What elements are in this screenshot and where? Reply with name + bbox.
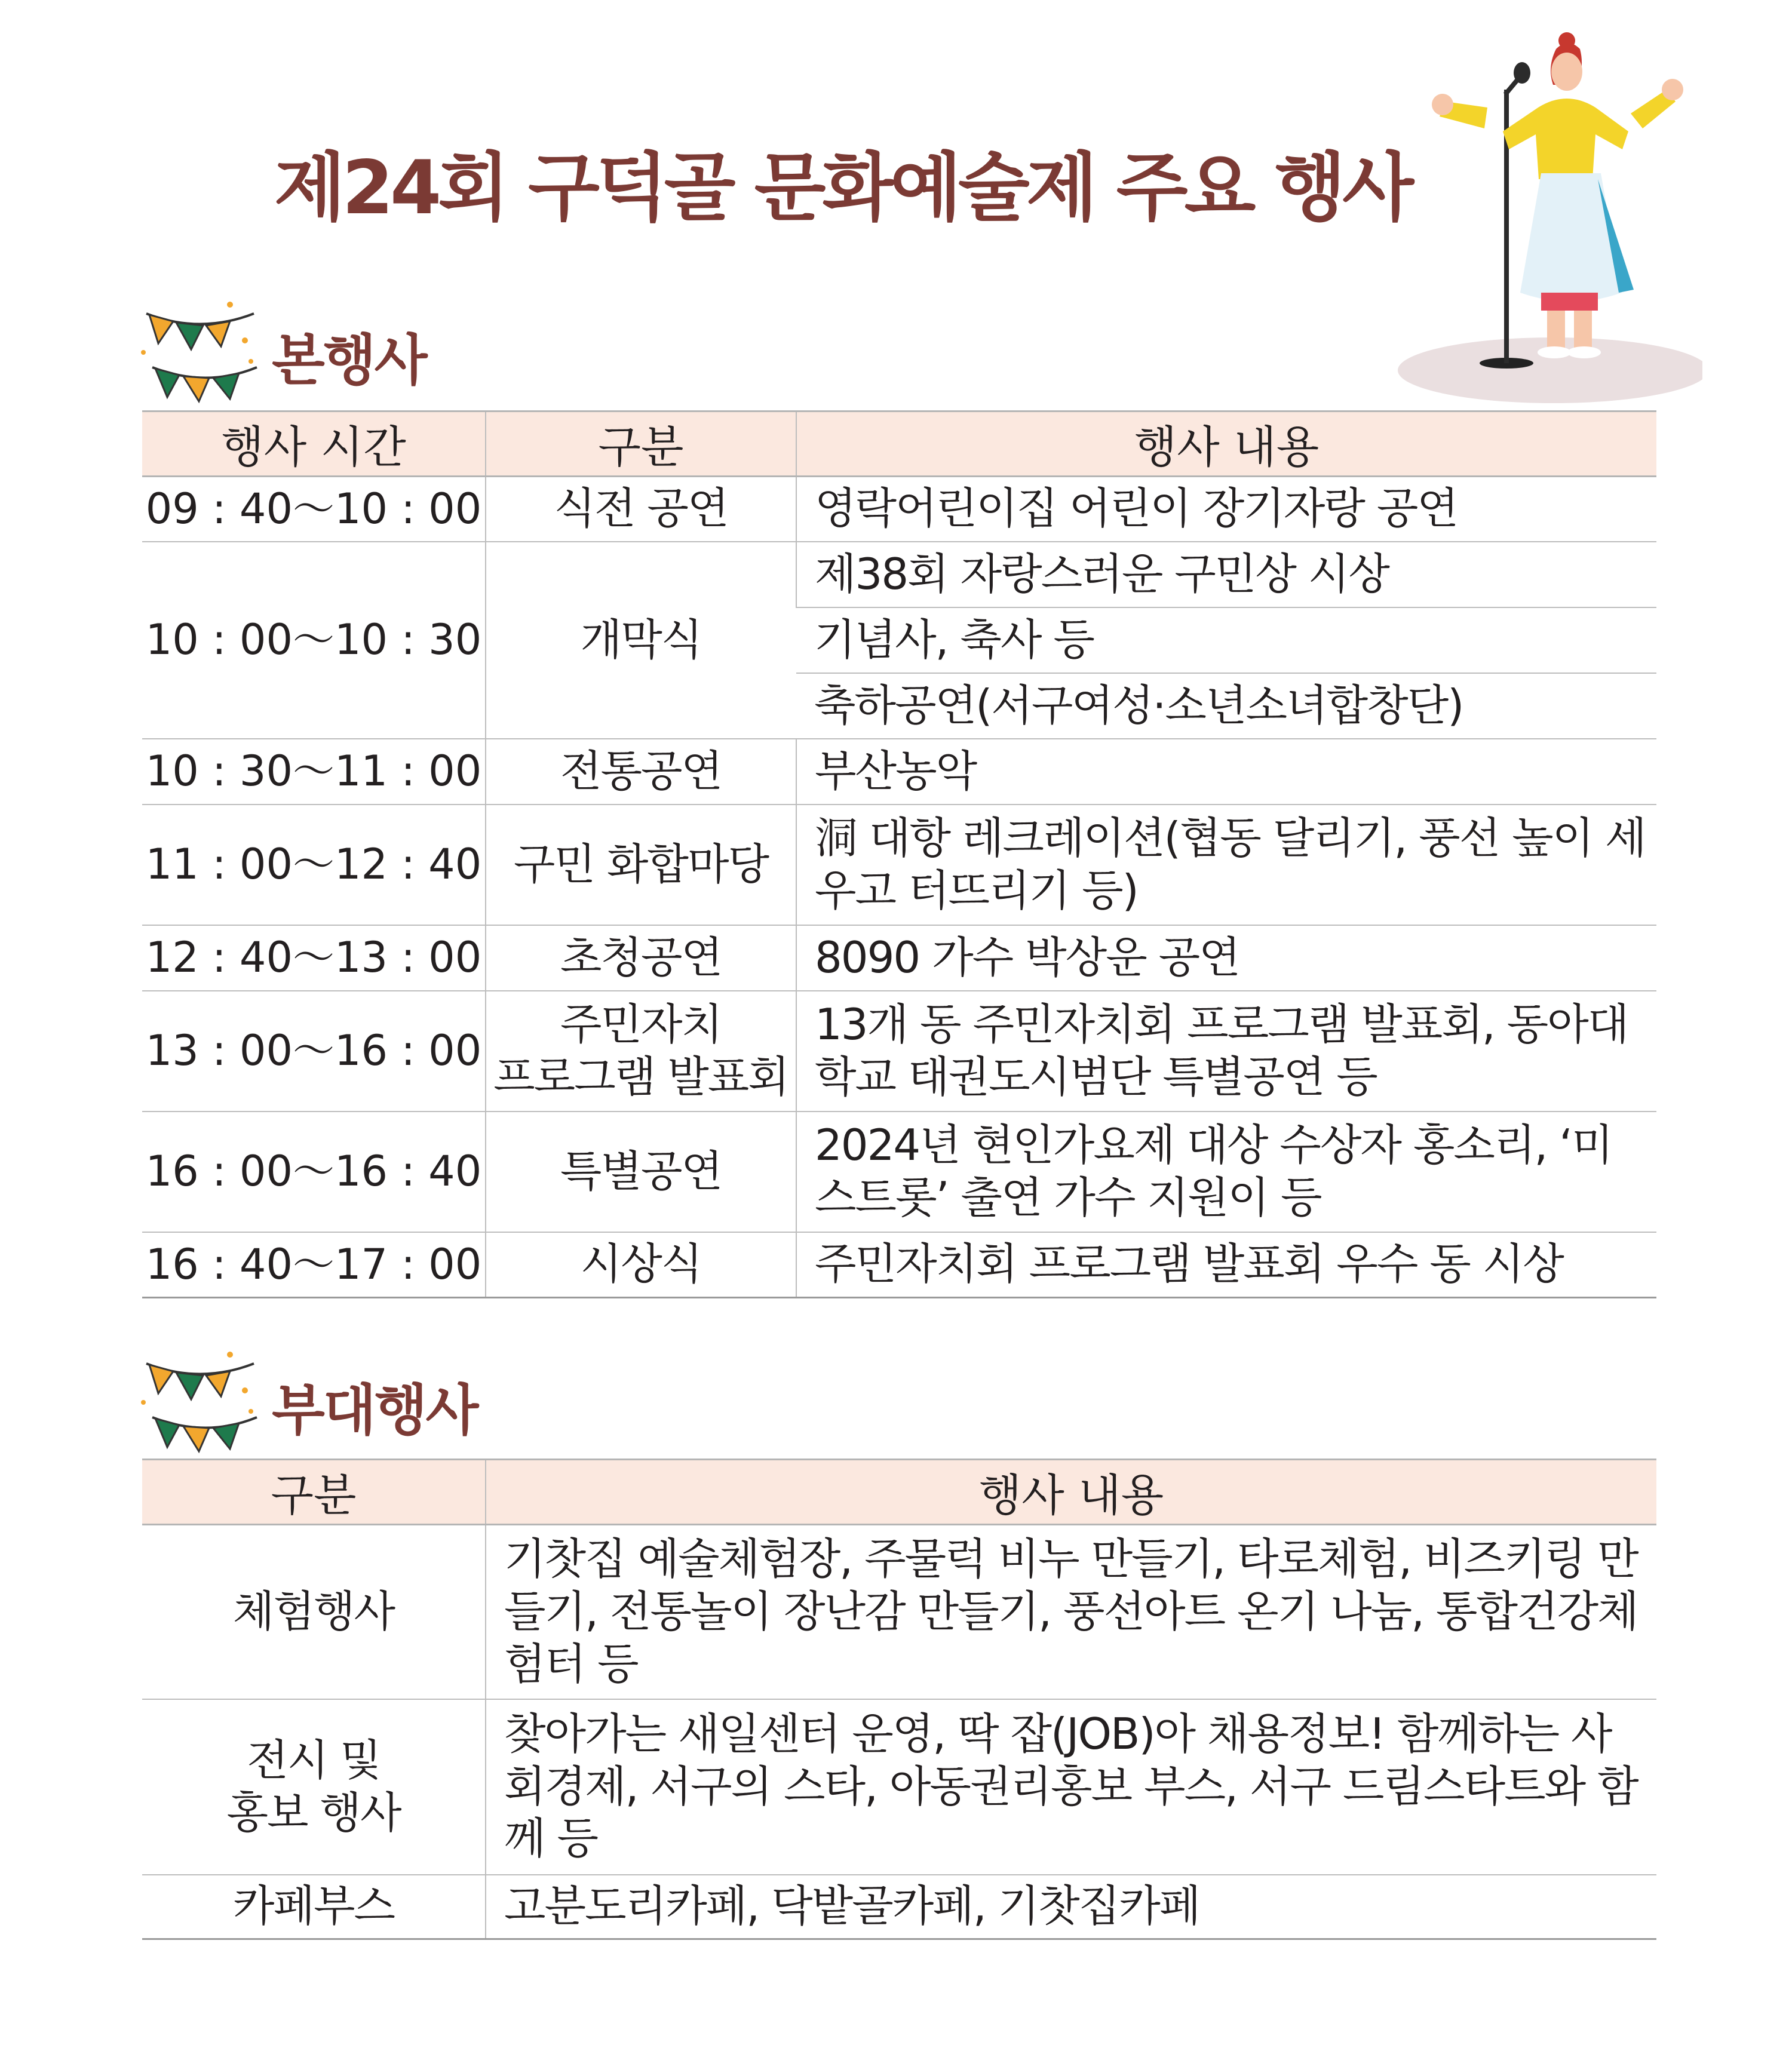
side-event-table: [142, 1459, 1656, 1940]
category-line: 전시 및: [247, 1734, 381, 1785]
event-time: 16 : 00～16 : 40: [142, 1112, 486, 1232]
column-header: 구분: [142, 1460, 486, 1525]
event-time: 10 : 00～10 : 30: [142, 542, 486, 739]
event-category: 식전 공연: [486, 477, 796, 542]
event-category: 체험행사: [142, 1525, 486, 1699]
event-content: 기념사, 축사 등: [796, 607, 1656, 673]
event-content: 기찻집 예술체험장, 주물럭 비누 만들기, 타로체험, 비즈키링 만들기, 전통놀이 장난감 만들기, 풍선아트 온기 나눔, 통합건강체험터 등: [486, 1525, 1656, 1699]
event-category: 초청공연: [486, 925, 796, 991]
event-category: 시상식: [486, 1232, 796, 1298]
column-header: 행사 내용: [796, 412, 1656, 477]
section-title: 부대행사: [272, 1378, 477, 1442]
event-content: 영락어린이집 어린이 장기자랑 공연: [796, 477, 1656, 542]
event-content: 찾아가는 새일센터 운영, 딱 잡(JOB)아 채용정보! 함께하는 사회경제, 서구의 스타, 아동권리홍보 부스, 서구 드림스타트와 함께 등: [486, 1699, 1656, 1875]
section-heading-side: [140, 1349, 678, 1468]
event-time: 12 : 40～13 : 00: [142, 925, 486, 991]
event-content: 2024년 현인가요제 대상 수상자 홍소리, ‘미스트롯’ 출연 가수 지원이 등: [796, 1112, 1656, 1232]
column-header: 행사 내용: [486, 1460, 1656, 1525]
event-category: 개막식: [486, 542, 796, 739]
table-row: [142, 1112, 1656, 1232]
event-content: 제38회 자랑스러운 구민상 시상: [796, 542, 1656, 607]
category-line: 프로그램 발표회: [493, 1051, 788, 1102]
section-title: 본행사: [272, 328, 426, 392]
event-time: 16 : 40～17 : 00: [142, 1232, 486, 1298]
main-event-table: [142, 410, 1656, 1298]
event-category: 카페부스: [142, 1875, 486, 1939]
event-category: [142, 1699, 486, 1875]
event-content: 13개 동 주민자치회 프로그램 발표회, 동아대학교 태권도시범단 특별공연 등: [796, 991, 1656, 1112]
table-header-row: [142, 412, 1656, 477]
event-category: [486, 991, 796, 1112]
table-row: [142, 1699, 1656, 1875]
event-time: 10 : 30～11 : 00: [142, 739, 486, 805]
event-content: 축하공연(서구여성·소년소녀합창단): [796, 673, 1656, 739]
table-row: [142, 925, 1656, 991]
table-row: [142, 991, 1656, 1112]
event-category: 특별공연: [486, 1112, 796, 1232]
column-header: 구분: [486, 412, 796, 477]
table-row: [142, 1525, 1656, 1699]
category-line: 주민자치: [560, 999, 722, 1049]
table-row: [142, 477, 1656, 542]
event-time: 11 : 00～12 : 40: [142, 805, 486, 925]
table-row: [142, 1875, 1656, 1939]
bunting-flags-icon: [140, 299, 260, 409]
event-content: 8090 가수 박상운 공연: [796, 925, 1656, 991]
table-row: [142, 542, 1656, 607]
event-time: 09 : 40～10 : 00: [142, 477, 486, 542]
event-time: 13 : 00～16 : 00: [142, 991, 486, 1112]
category-line: 홍보 행사: [226, 1787, 401, 1838]
table-row: [142, 805, 1656, 925]
section-heading-main: [140, 299, 678, 418]
column-header: 행사 시간: [142, 412, 486, 477]
page-title: 제24회 구덕골 문화예술제 주요 행사: [274, 145, 1411, 231]
event-content: 부산농악: [796, 739, 1656, 805]
event-content: 주민자치회 프로그램 발표회 우수 동 시상: [796, 1232, 1656, 1298]
event-category: 전통공연: [486, 739, 796, 805]
bunting-flags-icon: [140, 1349, 260, 1459]
event-content: 고분도리카페, 닥밭골카페, 기찻집카페: [486, 1875, 1656, 1939]
event-category: 구민 화합마당: [486, 805, 796, 925]
table-row: [142, 739, 1656, 805]
table-row: [142, 1232, 1656, 1298]
table-header-row: [142, 1460, 1656, 1525]
event-content: 洞 대항 레크레이션(협동 달리기, 풍선 높이 세우고 터뜨리기 등): [796, 805, 1656, 925]
